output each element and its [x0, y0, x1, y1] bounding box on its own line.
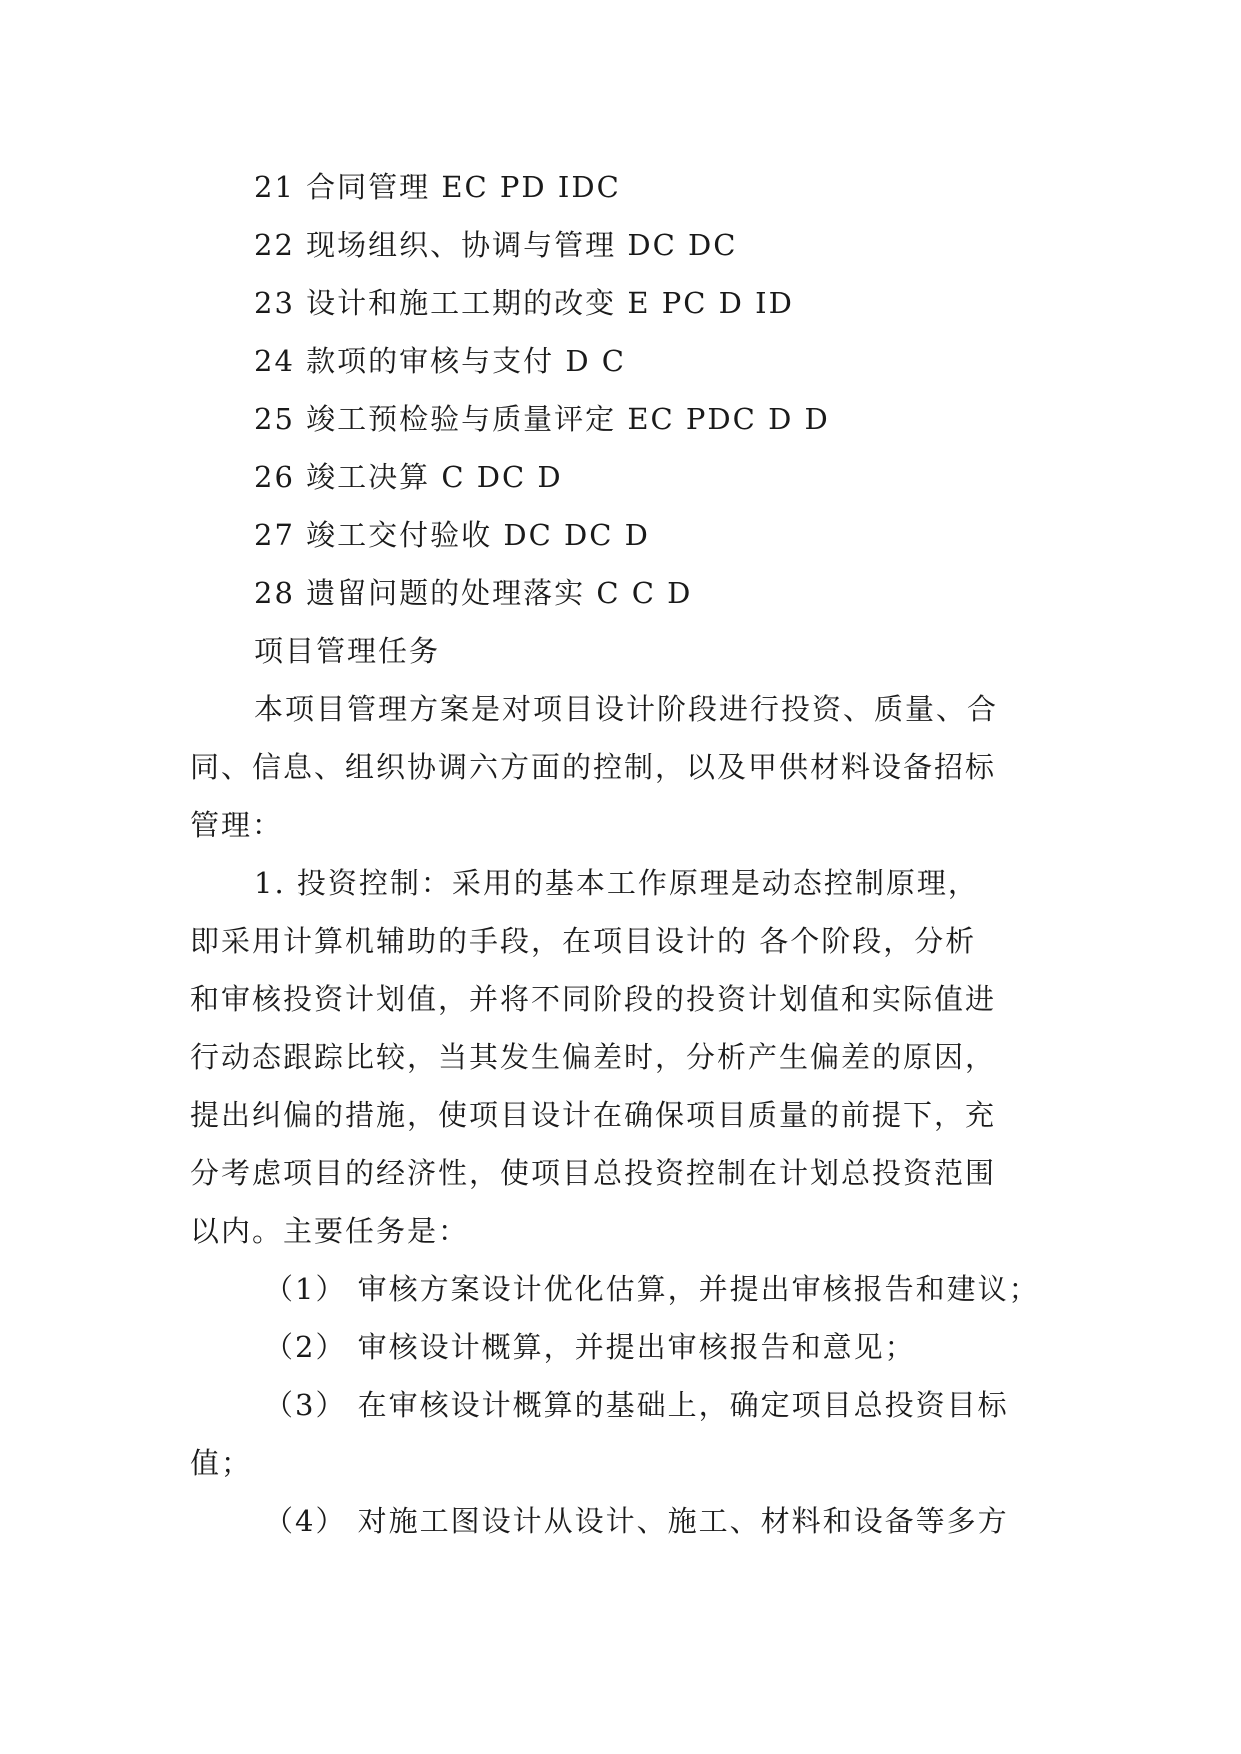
investment-control-paragraph	[190, 854, 1060, 1260]
paragraph-line: 1. 投资控制：采用的基本工作原理是动态控制原理，	[254, 866, 979, 900]
document-body	[190, 158, 1060, 1550]
paragraph-line: 分考虑项目的经济性，使项目总投资控制在计划总投资范围	[190, 1156, 997, 1190]
table-row: 25 竣工预检验与质量评定 EC PDC D D	[254, 402, 830, 436]
task-item: （3） 在审核设计概算的基础上，确定项目总投资目标	[264, 1388, 1009, 1422]
table-row: 28 遗留问题的处理落实 C C D	[254, 576, 693, 610]
table-row: 23 设计和施工工期的改变 E PC D ID	[254, 286, 794, 320]
task-item: （4） 对施工图设计从设计、施工、材料和设备等多方	[264, 1504, 1009, 1538]
task-item: （2） 审核设计概算，并提出审核报告和意见；	[264, 1330, 916, 1364]
task-item-continuation: 值；	[190, 1446, 253, 1480]
task-item: （1） 审核方案设计优化估算，并提出审核报告和建议；	[264, 1272, 1040, 1306]
table-row: 27 竣工交付验收 DC DC D	[254, 518, 650, 552]
table-row: 21 合同管理 EC PD IDC	[254, 170, 621, 204]
paragraph-line: 提出纠偏的措施，使项目设计在确保项目质量的前提下，充	[190, 1098, 997, 1132]
paragraph-line: 本项目管理方案是对项目设计阶段进行投资、质量、合	[254, 692, 999, 726]
paragraph-line: 以内。主要任务是：	[190, 1214, 470, 1248]
paragraph-line: 即采用计算机辅助的手段，在项目设计的 各个阶段，分析	[190, 924, 977, 958]
paragraph-line: 同、信息、组织协调六方面的控制，以及甲供材料设备招标	[190, 750, 997, 784]
intro-paragraph	[190, 680, 1060, 854]
paragraph-line: 管理：	[190, 808, 284, 842]
paragraph-line: 行动态跟踪比较，当其发生偏差时，分析产生偏差的原因，	[190, 1040, 997, 1074]
table-row: 24 款项的审核与支付 D C	[254, 344, 626, 378]
section-title: 项目管理任务	[254, 634, 441, 668]
table-row: 26 竣工决算 C DC D	[254, 460, 563, 494]
table-row: 22 现场组织、协调与管理 DC DC	[254, 228, 738, 262]
paragraph-line: 和审核投资计划值，并将不同阶段的投资计划值和实际值进	[190, 982, 997, 1016]
